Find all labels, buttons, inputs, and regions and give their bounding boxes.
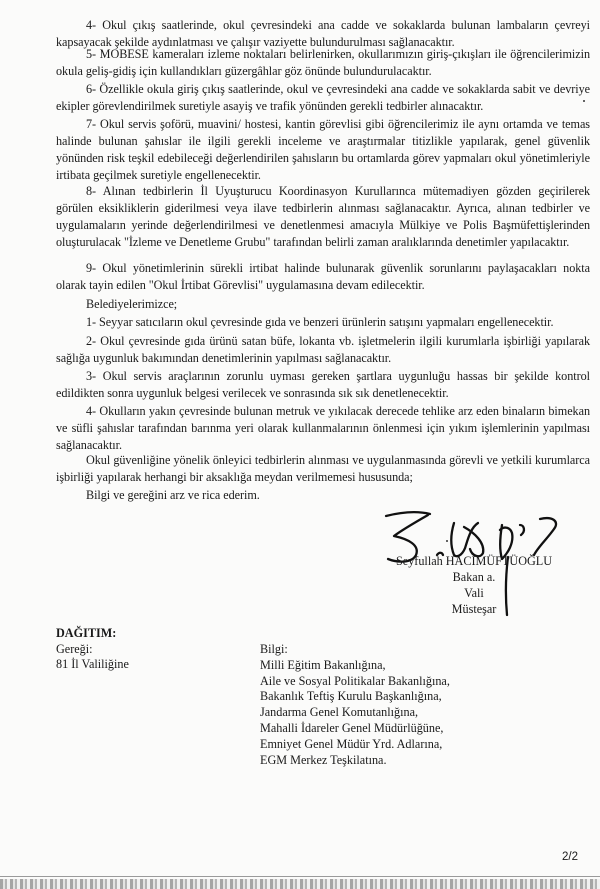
footer-divider: [0, 876, 600, 877]
belediye-item-1-text: 1- Seyyar satıcıların okul çevresinde gıda ve benzeri ürünlerin satışını yapmaları engellenecektir.: [86, 315, 554, 329]
closing-paragraph-text: Okul güvenliğine yönelik önleyici tedbirlerin alınması ve uygulanmasında görevli ve yetkili kurumlarca işbirliği yapılarak herhangi bir aksaklığa meydan verilmemesi hususunda;: [56, 453, 590, 484]
page-number: 2/2: [562, 851, 578, 863]
belediye-heading-text: Belediyelerimizce;: [86, 297, 178, 311]
paragraph-5-text: 5- MOBESE kameraları izleme noktaları belirlenirken, okullarımızın giriş-çıkışları ile öğrencilerimizin okula geliş-gidiş için kullandıkları güzergâhlar göz önünde bulundurulacaktır.: [56, 47, 590, 78]
closing-request: [56, 487, 590, 504]
bilgi-item: Mahalli İdareler Genel Müdürlüğüne,: [260, 720, 444, 735]
belediye-heading: [56, 296, 590, 313]
bilgi-item: Bakanlık Teftiş Kurulu Başkanlığına,: [260, 689, 442, 704]
paragraph-8-text: 8- Alınan tedbirlerin İl Uyuşturucu Koordinasyon Kurullarınca mütemadiyen gözden geçirilerek görülen eksikliklerin giderilmesi veya ilave tedbirlerin alınması sağlanacaktır. Ayrıca, alınan tedbirler ve uygulamaların yerinde değerlendirilmesi ve denetlenmesi amacıyla Mülkiye ve Polis Başmüfettişlerinden oluşturulacak "İzleme ve Denetleme Grubu" tarafından belirli zaman aralıklarında denetimler yapılacaktır.: [56, 184, 590, 249]
paragraph-8: [56, 183, 590, 251]
signer-title-line1: Bakan a.: [452, 570, 496, 584]
closing-request-text: Bilgi ve gereğini arz ve rica ederim.: [86, 488, 260, 502]
bilgi-item: Emniyet Genel Müdür Yrd. Adlarına,: [260, 736, 443, 751]
belediye-item-2-text: 2- Okul çevresinde gıda ürünü satan büfe, lokanta vb. işletmelerin ilgili kurumlarla işbirliği yapılarak sağlığa uygunluk bakımından denetimlerinin yapılması sağlanacaktır.: [56, 334, 590, 365]
distribution-gerek: [56, 626, 129, 673]
paragraph-9-text: 9- Okul yönetimlerinin sürekli irtibat halinde bulunarak güvenlik sorunlarını paylaşacakları nokta olarak tayin edilen "Okul İrtibat Görevlisi" uygulamasına devam edilecektir.: [56, 261, 590, 292]
paragraph-7-text: 7- Okul servis şoförü, muavini/ hostesi, kantin görevlisi gibi öğrencilerimiz ile aynı ortamda ve temas halinde bulunan şahıslar ile ilgili gerekli inceleme ve araştırmalar titizlikle yapılarak, genel güvenlik yönünden risk teşkil edebileceği değerlendirilen şahısların bu ortamlarda görev yapmaları okul yönetimleriyle irtibata geçilmek suretiyle engellenecektir.: [56, 117, 590, 182]
signer-title-line2: Vali: [464, 586, 484, 600]
gerek-label: Gereği:: [56, 641, 93, 656]
bilgi-label: Bilgi:: [260, 642, 288, 656]
scan-speck: [583, 100, 585, 102]
paragraph-9: [56, 260, 590, 294]
closing-paragraph: [56, 452, 590, 486]
paragraph-6-text: 6- Özellikle okula giriş çıkış saatlerinde, okul ve çevresindeki ana cadde ve sokaklarda sabit ve devriye ekipler görevlendirilmek suretiyle asayiş ve trafik yönünden gerekli tedbirler alınacaktır.: [56, 82, 590, 113]
bilgi-item: EGM Merkez Teşkilatına.: [260, 752, 387, 767]
signer-name: Seyfullah HACIMÜFTÜOĞLU: [396, 554, 553, 568]
bilgi-item: Milli Eğitim Bakanlığına,: [260, 657, 386, 672]
paragraph-5: [56, 46, 590, 80]
paragraph-7: [56, 116, 590, 184]
belediye-item-3: [56, 368, 590, 402]
paragraph-4-text: 4- Okul çıkış saatlerinde, okul çevresindeki ana cadde ve sokaklarda bulunan lambaların çevreyi kapsayacak şekilde aydınlatması ve çalışır vaziyette bulundurulması sağlanacaktır.: [56, 18, 590, 49]
belediye-item-4-text: 4- Okulların yakın çevresinde bulunan metruk ve yıkılacak derecede tehlike arz eden binaların bimekan ve süfli şahıslar tarafından barınma yeri olarak kullanmalarının önlenmesi için yıkım işlemlerinin yapılması sağlanacaktır.: [56, 404, 590, 452]
footer-address-strip: [0, 879, 600, 889]
bilgi-item: Jandarma Genel Komutanlığına,: [260, 705, 419, 720]
belediye-item-1: [56, 314, 590, 331]
belediye-item-4: [56, 403, 590, 454]
signature-dot: [446, 540, 448, 542]
belediye-item-3-text: 3- Okul servis araçlarının zorunlu uyması gereken şartlara uygunluğu hassas bir şekilde kontrol edildikten sonra uygunluk belgesi verilecek ve sonrasında sık sık denetlenecektir.: [56, 369, 590, 400]
signer-title-line3: Müsteşar: [451, 602, 497, 616]
distribution-bilgi: [260, 642, 450, 768]
belediye-item-2: [56, 333, 590, 367]
distribution-heading: DAĞITIM:: [56, 626, 117, 640]
bilgi-item: Aile ve Sosyal Politikalar Bakanlığına,: [260, 673, 450, 688]
gerek-item: 81 İl Valiliğine: [56, 657, 129, 671]
paragraph-6: [56, 81, 590, 115]
